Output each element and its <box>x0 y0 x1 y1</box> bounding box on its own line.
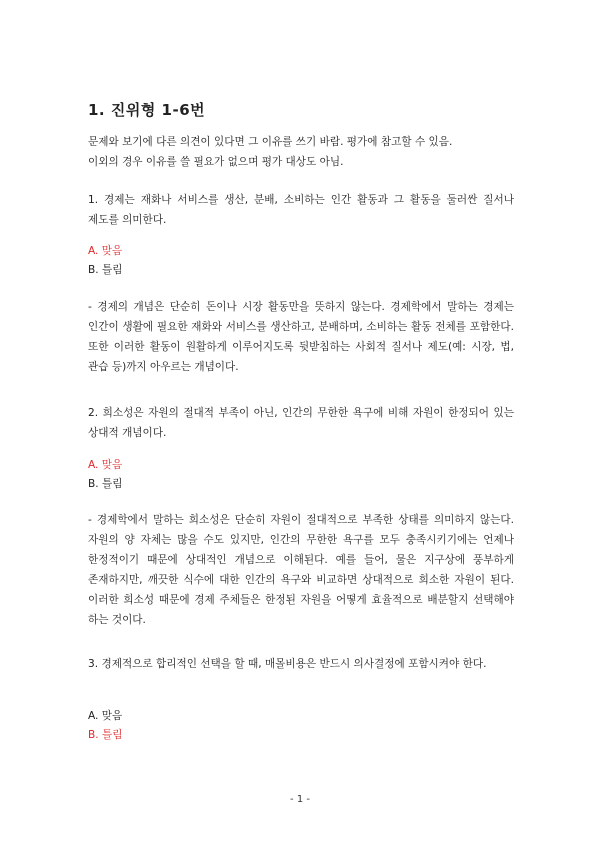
intro-line-1: 문제와 보기에 다른 의견이 있다면 그 이유를 쓰기 바람. 평가에 참고할 수 있음. <box>88 136 453 148</box>
question-3-text: 3. 경제적으로 합리적인 선택을 할 때, 매몰비용은 반드시 의사결정에 포함시켜야 한다. <box>88 658 487 670</box>
question-2-option-a: A. 맞음 <box>88 459 123 471</box>
question-1-text: 1. 경제는 재화나 서비스를 생산, 분배, 소비하는 인간 활동과 그 활동을 둘러싼 질서나 제도를 의미한다. <box>88 194 514 226</box>
question-3-option-b: B. 틀림 <box>88 729 123 741</box>
question-2-explanation: - 경제학에서 말하는 희소성은 단순히 자원이 절대적으로 부족한 상태를 의미하지 않는다. 자원의 양 자체는 많을 수도 있지만, 인간의 무한한 욕구를 모두 충족시키기에는 언제나 한정적이기 때문에 상대적인 개념으로 이해된다. 예를 들어, 물은 지구상에 풍부하게 존재하지만, 깨끗한 식수에 대한 인간의 욕구와 비교하면 상대적으로 희소한 자원이 된다. 이러한 희소성 때문에 경제 주체들은 한정된 자원을 어떻게 효율적으로 배분할지 선택해야 하는 것이다. <box>88 514 514 626</box>
question-3-option-a: A. 맞음 <box>88 710 123 722</box>
question-1-explanation: - 경제의 개념은 단순히 돈이나 시장 활동만을 뜻하지 않는다. 경제학에서 말하는 경제는 인간이 생활에 필요한 재화와 서비스를 생산하고, 분배하며, 소비하는 활동 전체를 포함한다. 또한 이러한 활동이 원활하게 이루어지도록 뒷받침하는 사회적 질서나 제도(예: 시장, 법, 관습 등)까지 아우르는 개념이다. <box>88 301 514 373</box>
question-2-text: 2. 희소성은 자원의 절대적 부족이 아닌, 인간의 무한한 욕구에 비해 자원이 한정되어 있는 상대적 개념이다. <box>88 407 514 439</box>
page-number: - 1 - <box>290 794 310 805</box>
question-2-option-b: B. 틀림 <box>88 478 123 490</box>
intro-line-2: 이외의 경우 이유를 쓸 필요가 없으며 평가 대상도 아님. <box>88 156 344 168</box>
section-heading: 1. 진위형 1-6번 <box>88 101 206 119</box>
question-1-option-a: A. 맞음 <box>88 245 123 257</box>
question-1-option-b: B. 틀림 <box>88 264 123 276</box>
